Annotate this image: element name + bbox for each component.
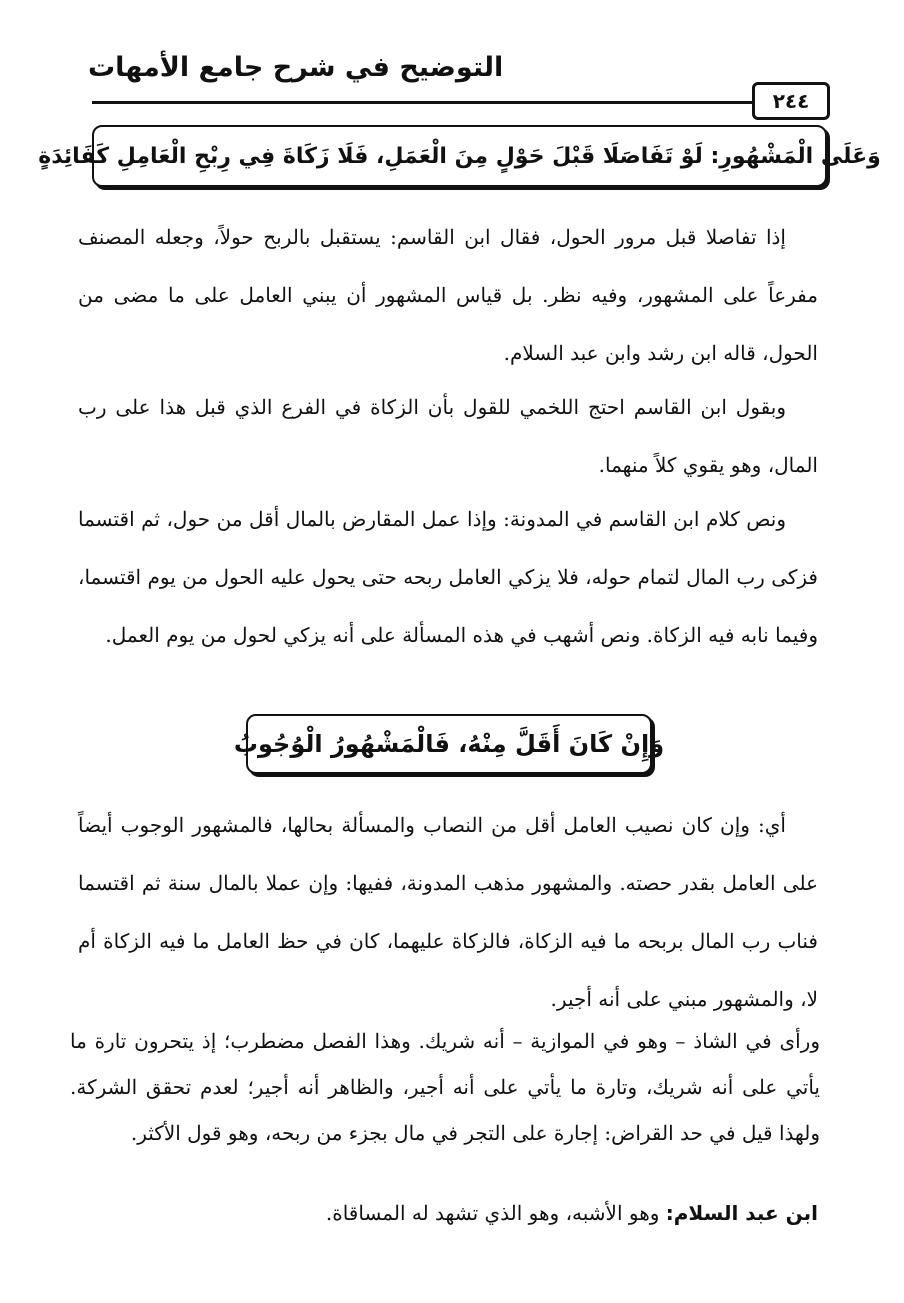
running-title: التوضيح في شرح جامع الأمهات [88,52,504,83]
commentary-paragraph-2: وبقول ابن القاسم احتج اللخمي للقول بأن الزكاة في الفرع الذي قبل هذا على رب المال، وهو يقوي كلاً منهما. [78,395,818,477]
commentary-paragraph-4: أي: وإن كان نصيب العامل أقل من النصاب والمسألة بحالها، فالمشهور الوجوب أيضاً على العامل بقدر حصته. والمشهور مذهب المدونة، ففيها: وإن عملا بالمال سنة ثم اقتسما فناب رب المال بربحه ما فيه الزكاة، فالزكاة عليهما، كان في حظ العامل ما فيه الزكاة أم لا، والمشهور مبني على أنه أجير. [78,813,818,1011]
speaker-text: وهو الأشبه، وهو الذي تشهد له المساقاة. [325,1201,666,1225]
speaker-label: ابن عبد السلام: [665,1201,818,1225]
matn-box-1 [38,125,881,187]
commentary-paragraph-3: ونص كلام ابن القاسم في المدونة: وإذا عمل المقارض بالمال أقل من حول، ثم اقتسما فزكى رب المال لتمام حوله، فلا يزكي العامل ربحه حتى يحول عليه الحول من يوم اقتسما، وفيما نابه فيه الزكاة. ونص أشهب في هذه المسألة على أنه يزكي لحول من يوم العمل. [78,507,818,647]
page-number: ٢٤٤ [752,82,830,120]
matn-text-2: وَإِنْ كَانَ أَقَلَّ مِنْهُ، فَالْمَشْهُورُ الْوُجُوبُ [233,730,665,758]
header-rule [92,101,826,104]
commentary-paragraph-6 [78,1190,818,1236]
commentary-paragraph-5: ورأى في الشاذ – وهو في الموازية – أنه شريك. وهذا الفصل مضطرب؛ إذ يتحرون تارة ما يأتي على أنه شريك، وتارة ما يأتي على أنه أجير، والظاهر أنه أجير؛ لعدم تحقق الشركة. ولهذا قيل في حد القراض: إجارة على التجر في مال بجزء من ربحه، وهو قول الأكثر. [70,1029,820,1145]
commentary-paragraph-1: إذا تفاصلا قبل مرور الحول، فقال ابن القاسم: يستقبل بالربح حولاً، وجعله المصنف مفرعاً على المشهور، وفيه نظر. بل قياس المشهور أن يبني العامل على ما مضى من الحول، قاله ابن رشد وابن عبد السلام. [78,225,818,365]
matn-text-1: وَعَلَى الْمَشْهُورِ: لَوْ تَفَاصَلَا قَبْلَ حَوْلٍ مِنَ الْعَمَلِ، فَلَا زَكَاةَ فِي رِبْحِ الْعَامِلِ كَفَائِدَةٍ [38,143,881,169]
matn-box-2 [233,714,665,774]
